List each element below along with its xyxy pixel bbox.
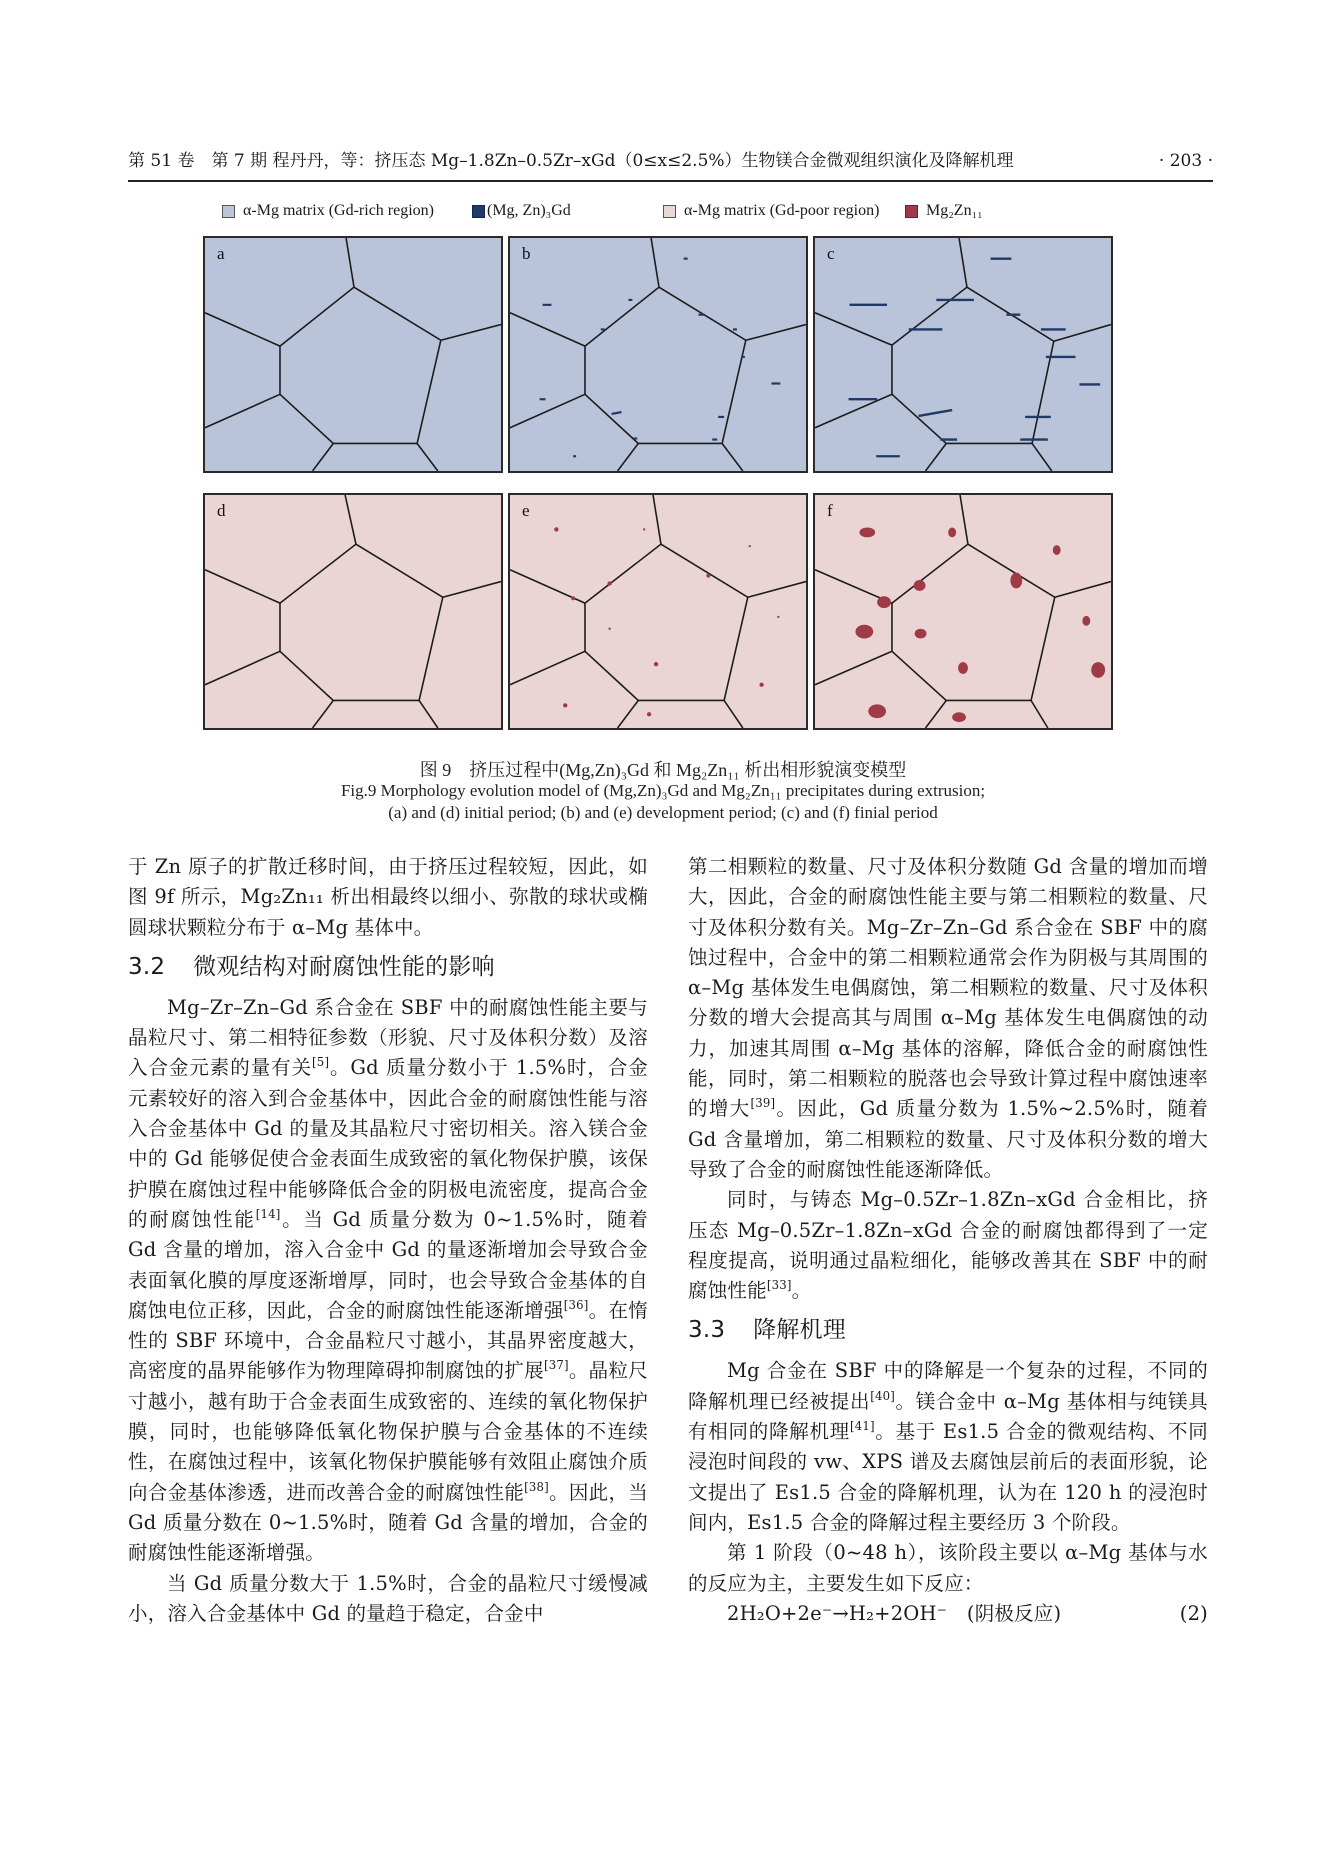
text-run: 第二相颗粒的数量、尺寸及体积分数随 Gd 含量的增加而增大，因此，合金的耐腐蚀性能主要与第二相颗粒的数量、尺寸及体积分数有关。Mg–Zr–Zn–Gd 系合金在 SBF 中的腐蚀过程中，合金中的第二相颗粒通常会作为阴极与其周围的 α–Mg 基体发生电偶腐蚀，第二相颗粒的数量、尺寸及体积分数的增大会提高其与周围 α–Mg 基体发生电偶腐蚀的动力，加速其周围 α–Mg 基体的溶解，降低合金的耐腐蚀性能，同时，第二相颗粒的脱落也会导致计算过程中腐蚀速率的增大 bbox=[688, 855, 1208, 1121]
mg2zn11-precipitates bbox=[554, 527, 779, 716]
swatch-gd-rich bbox=[222, 205, 235, 218]
left-column bbox=[128, 852, 648, 1629]
legend-label: α-Mg matrix (Gd-poor region) bbox=[684, 202, 880, 219]
panel-label: e bbox=[522, 501, 530, 520]
section-heading-3-3 bbox=[688, 1314, 1208, 1346]
legend-label: (Mg, Zn)₃Gd bbox=[487, 202, 571, 219]
citation: [40] bbox=[870, 1388, 895, 1403]
section-number: 3.3 bbox=[688, 1317, 726, 1344]
text-run: Mg–Zr–Zn–Gd 系合金在 SBF 中的耐腐蚀性能主要与晶粒尺寸、第二相特征参数（形貌、尺寸及体积分数）及溶入合金元素的量有关 bbox=[128, 995, 648, 1080]
swatch-gd-poor bbox=[663, 205, 676, 218]
paragraph bbox=[688, 852, 1208, 1185]
citation: [36] bbox=[563, 1297, 589, 1312]
legend-item-gd-rich bbox=[222, 202, 434, 220]
panel-label: d bbox=[217, 501, 226, 520]
text-run: 。在惰性的 SBF 环境中，合金晶粒尺寸越小，其晶界密度越大，高密度的晶界能够作为物理障碍抑制腐蚀的扩展 bbox=[128, 1298, 648, 1383]
panel-label: f bbox=[827, 501, 833, 520]
equation-number: (2) bbox=[1179, 1601, 1208, 1625]
legend-item-gd-poor bbox=[663, 202, 879, 220]
section-heading-3-2 bbox=[128, 951, 648, 983]
running-header bbox=[128, 146, 1213, 176]
equation-2 bbox=[688, 1599, 1208, 1629]
grain-boundary-diagram bbox=[815, 495, 1111, 728]
equation-body: 2H₂O+2e⁻→H₂+2OH⁻ (阴极反应) bbox=[727, 1601, 1062, 1625]
figure-caption-cn: 图 9 挤压过程中(Mg,Zn)₃Gd 和 Mg₂Zn₁₁ 析出相形貌演变模型 bbox=[419, 760, 907, 780]
figure-caption-en: Fig.9 Morphology evolution model of (Mg,Zn)₃Gd and Mg₂Zn₁₁ precipitates during extrusion; bbox=[340, 781, 986, 800]
panel-label: a bbox=[217, 244, 225, 263]
citation: [33] bbox=[766, 1277, 792, 1292]
text-run: 。因此，当 Gd 质量分数在 0~1.5%时，随着 Gd 含量的增加，合金的耐腐蚀性能逐渐增强。 bbox=[128, 1480, 648, 1565]
grain-boundary-diagram bbox=[510, 495, 806, 728]
text-run: Mg 合金在 SBF 中的降解是一个复杂的过程，不同的降解机理已经被提出 bbox=[688, 1359, 1208, 1413]
grain-boundary-diagram bbox=[815, 238, 1111, 471]
paragraph bbox=[688, 1356, 1208, 1538]
legend-label: α-Mg matrix (Gd-rich region) bbox=[243, 202, 434, 219]
swatch-mg2zn11 bbox=[905, 205, 918, 218]
citation: [39] bbox=[750, 1096, 776, 1111]
paragraph: 第 1 阶段（0~48 h），该阶段主要以 α–Mg 基体与水的反应为主，主要发生如下反应： bbox=[688, 1541, 1208, 1595]
paragraph: 当 Gd 质量分数大于 1.5%时，合金的晶粒尺寸缓慢减小，溶入合金基体中 Gd 的量趋于稳定，合金中 bbox=[128, 1571, 648, 1625]
text-run: 。镁合金中 α–Mg 基体相与纯镁具有相同的降解机理 bbox=[688, 1389, 1208, 1444]
paragraph bbox=[128, 993, 648, 1569]
text-run: 。基于 Es1.5 合金的微观结构、不同浸泡时间段的 vw、XPS 谱及去腐蚀层前后的表面形貌，论文提出了 Es1.5 合金的降解机理，认为在 120 h 的浸泡时间内，Es1.5 合金的降解过程主要经历 3 个阶段。 bbox=[688, 1420, 1208, 1534]
panel-c bbox=[813, 236, 1113, 473]
section-title: 降解机理 bbox=[753, 1317, 846, 1344]
panel-e bbox=[508, 493, 808, 730]
legend-label: Mg₂Zn₁₁ bbox=[926, 202, 983, 219]
grain-boundary-diagram bbox=[510, 238, 806, 471]
text-run: 。 bbox=[791, 1279, 812, 1303]
paragraph bbox=[688, 1185, 1208, 1306]
right-column bbox=[688, 852, 1208, 1629]
page-number: · 203 · bbox=[1158, 151, 1213, 171]
section-number: 3.2 bbox=[128, 953, 166, 980]
panel-label: c bbox=[827, 244, 835, 263]
grain-boundary-diagram bbox=[205, 238, 501, 471]
text-run: 。晶粒尺寸越小，越有助于合金表面生成致密的、连续的氧化物保护膜，同时，也能够降低氧化物保护膜与合金基体的不连续性，在腐蚀过程中，该氧化物保护膜能够有效阻止腐蚀介质向合金基体渗透，进而改善合金的耐腐蚀性能 bbox=[128, 1359, 648, 1504]
panel-a bbox=[203, 236, 503, 473]
figure-caption-en-subparts: (a) and (d) initial period; (b) and (e) development period; (c) and (f) finial period bbox=[388, 803, 938, 822]
swatch-mgzn3gd bbox=[472, 205, 485, 218]
citation: [37] bbox=[543, 1358, 569, 1373]
text-run: 。因此，Gd 质量分数为 1.5%~2.5%时，随着 Gd 含量增加，第二相颗粒的数量、尺寸及体积分数的增大导致了合金的耐腐蚀性能逐渐降低。 bbox=[688, 1097, 1208, 1181]
citation: [14] bbox=[255, 1206, 281, 1221]
citation: [41] bbox=[849, 1418, 875, 1433]
panel-label: b bbox=[522, 244, 531, 263]
citation: [5] bbox=[312, 1055, 330, 1070]
figure-legend bbox=[0, 202, 1326, 226]
text-run: 。当 Gd 质量分数为 0~1.5%时，随着 Gd 含量的增加，溶入合金中 Gd 的量逐渐增加会导致合金表面氧化膜的厚度逐渐增厚，同时，也会导致合金基体的自腐蚀电位正移，因此，合金的耐腐蚀性能逐渐增强 bbox=[128, 1207, 649, 1322]
legend-item-mg2zn11 bbox=[905, 202, 983, 220]
panel-b bbox=[508, 236, 808, 473]
panel-f bbox=[813, 493, 1113, 730]
section-title: 微观结构对耐腐蚀性能的影响 bbox=[193, 953, 495, 980]
text-run: 。Gd 质量分数小于 1.5%时，合金元素较好的溶入到合金基体中，因此合金的耐腐蚀性能与溶入合金基体中 Gd 的量及其晶粒尺寸密切相关。溶入镁合金中的 Gd 能够促使合金表面生成致密的氧化物保护膜，该保护膜在腐蚀过程中能够降低合金的阴极电流密度，提高合金的耐腐蚀性能 bbox=[128, 1056, 648, 1231]
journal-header-text: 第 51 卷 第 7 期 程丹丹，等：挤压态 Mg–1.8Zn–0.5Zr–xGd（0≤x≤2.5%）生物镁合金微观组织演化及降解机理 bbox=[128, 151, 1014, 171]
citation: [38] bbox=[524, 1479, 549, 1494]
mgzn3gd-precipitates bbox=[849, 259, 1101, 457]
paragraph: 于 Zn 原子的扩散迁移时间，由于挤压过程较短，因此，如图 9f 所示，Mg₂Zn₁₁ 析出相最终以细小、弥散的球状或椭圆球状颗粒分布于 α–Mg 基体中。 bbox=[128, 855, 648, 939]
grain-boundary-diagram bbox=[205, 495, 501, 728]
text-run: 同时，与铸态 Mg–0.5Zr–1.8Zn–xGd 合金相比，挤压态 Mg–0.5Zr–1.8Zn–xGd 合金的耐腐蚀都得到了一定程度提高，说明通过晶粒细化，能够改善其在 SBF 中的耐腐蚀性能 bbox=[688, 1188, 1208, 1303]
header-rule bbox=[128, 180, 1213, 182]
legend-item-mgzn3gd bbox=[472, 202, 571, 220]
mg2zn11-precipitates bbox=[855, 527, 1105, 722]
panel-d bbox=[203, 493, 503, 730]
